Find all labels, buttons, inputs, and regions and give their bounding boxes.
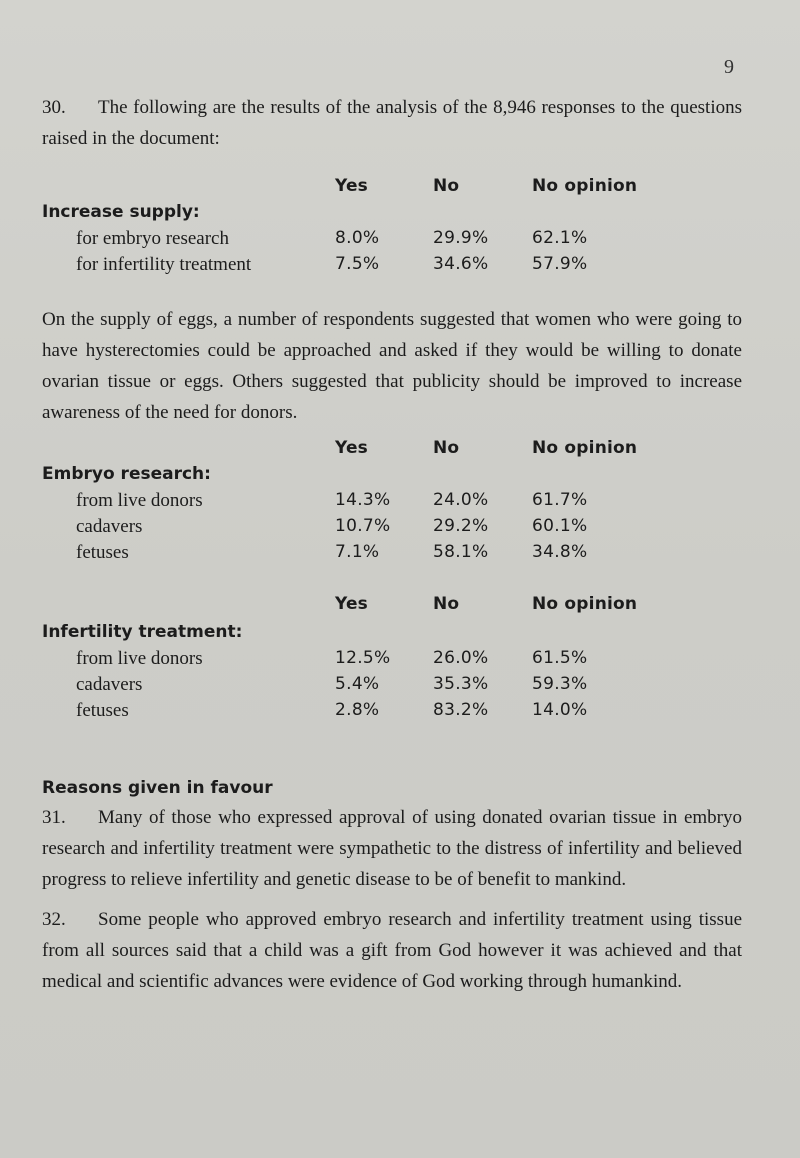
column-header-yes: Yes — [335, 594, 368, 614]
value-yes: 14.3% — [335, 490, 391, 510]
row-label: from live donors — [76, 490, 203, 511]
column-header-yes: Yes — [335, 438, 368, 458]
row-label: fetuses — [76, 700, 129, 721]
increase-supply-title: Increase supply: — [42, 202, 200, 222]
column-header-no: No — [433, 176, 460, 196]
row-label: for infertility treatment — [76, 254, 252, 275]
page-number: 9 — [724, 56, 734, 78]
table-row — [0, 516, 800, 542]
paragraph-31 — [42, 802, 742, 895]
row-label: from live donors — [76, 648, 203, 669]
table-row — [0, 674, 800, 700]
value-no-opinion: 60.1% — [532, 516, 588, 536]
value-no: 26.0% — [433, 648, 489, 668]
reasons-heading: Reasons given in favour — [42, 778, 273, 798]
value-no: 24.0% — [433, 490, 489, 510]
row-label: for embryo research — [76, 228, 229, 249]
embryo-research-title: Embryo research: — [42, 464, 211, 484]
value-no-opinion: 34.8% — [532, 542, 588, 562]
value-no-opinion: 61.5% — [532, 648, 588, 668]
paragraph-text: Some people who approved embryo research and infertility treatment using tissue from all sources said that a child was a gift from God however it was achieved and that medical and scientific advances were evidence of God working through humankind. — [42, 909, 742, 992]
value-yes: 7.1% — [335, 542, 380, 562]
value-no-opinion: 59.3% — [532, 674, 588, 694]
value-yes: 2.8% — [335, 700, 380, 720]
value-no: 35.3% — [433, 674, 489, 694]
column-header-yes: Yes — [335, 176, 368, 196]
row-label: cadavers — [76, 674, 143, 695]
paragraph-number: 32. — [42, 909, 66, 930]
column-header-no-opinion: No opinion — [532, 594, 638, 614]
value-yes: 8.0% — [335, 228, 380, 248]
paragraph-number: 31. — [42, 807, 66, 828]
paragraph-30 — [42, 92, 742, 154]
value-no-opinion: 57.9% — [532, 254, 588, 274]
supply-paragraph: On the supply of eggs, a number of respondents suggested that women who were going to have hysterectomies could be approached and asked if they would be willing to donate ovarian tissue or eggs. Others suggested that publicity should be improved to increase awareness of the need for donors. — [42, 309, 742, 423]
column-header-no-opinion: No opinion — [532, 176, 638, 196]
value-no: 83.2% — [433, 700, 489, 720]
row-label: cadavers — [76, 516, 143, 537]
table-row — [0, 228, 800, 254]
value-no-opinion: 61.7% — [532, 490, 588, 510]
value-no: 29.9% — [433, 228, 489, 248]
value-yes: 7.5% — [335, 254, 380, 274]
value-no: 58.1% — [433, 542, 489, 562]
column-header-no: No — [433, 594, 460, 614]
value-no-opinion: 62.1% — [532, 228, 588, 248]
column-header-no-opinion: No opinion — [532, 438, 638, 458]
infertility-treatment-title: Infertility treatment: — [42, 622, 243, 642]
table-row — [0, 700, 800, 726]
row-label: fetuses — [76, 542, 129, 563]
paragraph-text: Many of those who expressed approval of using donated ovarian tissue in embryo research and infertility treatment were sympathetic to the distress of infertility and believed progress to relieve infertility and genetic disease to be of benefit to mankind. — [42, 807, 742, 890]
table-row — [0, 490, 800, 516]
paragraph-number: 30. — [42, 97, 66, 118]
value-no: 29.2% — [433, 516, 489, 536]
value-no-opinion: 14.0% — [532, 700, 588, 720]
table-row — [0, 254, 800, 280]
paragraph-32 — [42, 904, 742, 997]
value-yes: 5.4% — [335, 674, 380, 694]
value-no: 34.6% — [433, 254, 489, 274]
table-row — [0, 648, 800, 674]
paragraph-text: The following are the results of the analysis of the 8,946 responses to the questions raised in the document: — [42, 97, 742, 149]
column-header-no: No — [433, 438, 460, 458]
table-row — [0, 542, 800, 568]
value-yes: 10.7% — [335, 516, 391, 536]
value-yes: 12.5% — [335, 648, 391, 668]
